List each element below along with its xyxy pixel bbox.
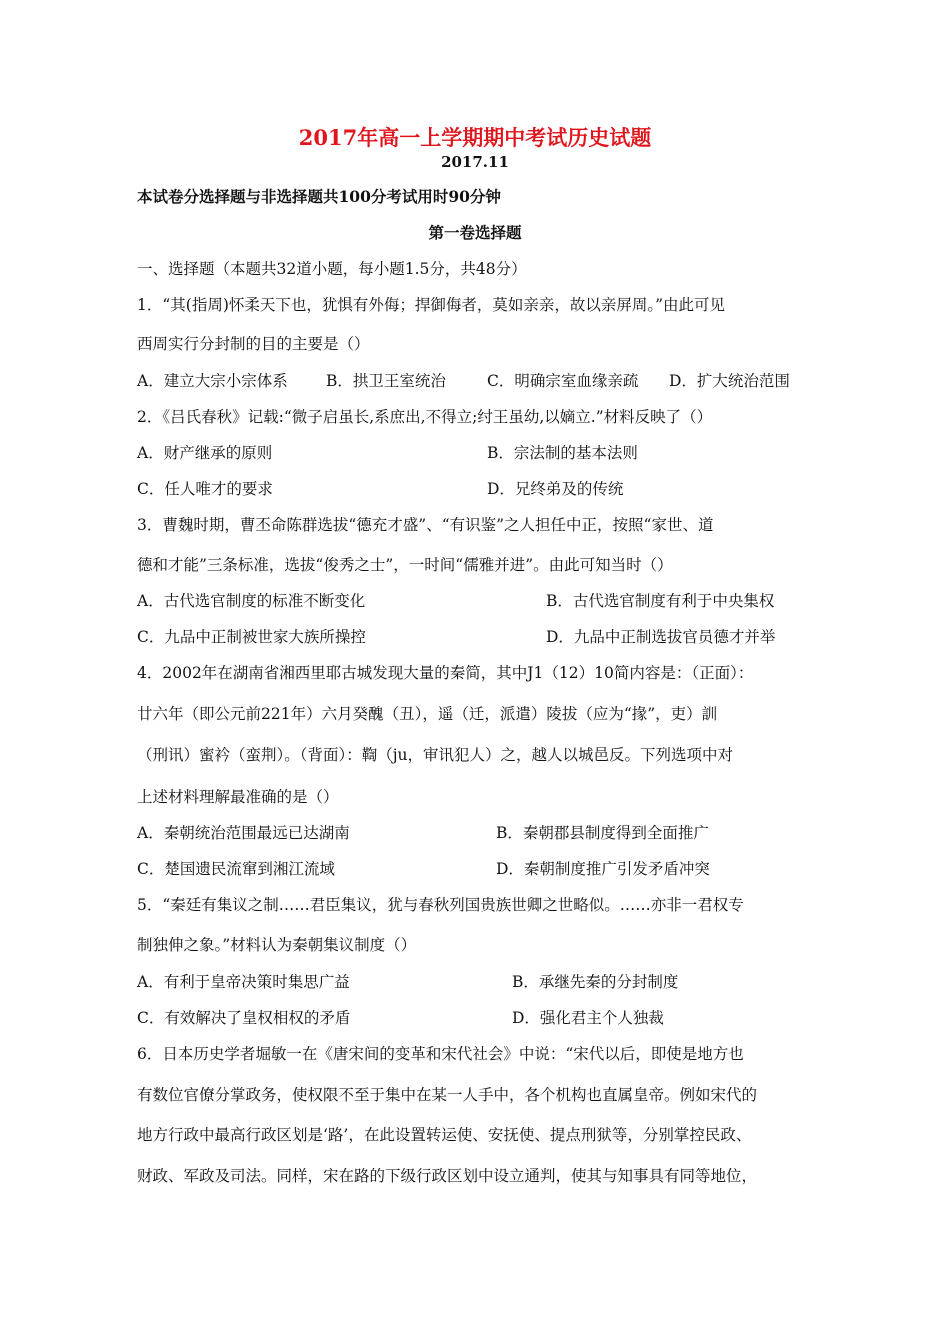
question-1-option-b: B．拱卫王室统治 xyxy=(326,372,446,390)
question-4-option-c: C．楚国遗民流窜到湘江流域 xyxy=(137,860,335,878)
question-3-option-a: A．古代选官制度的标准不断变化 xyxy=(137,592,366,610)
question-4-line-3: （刑讯）蜜衿（蛮荆）。（背面）：鞫（ju，审讯犯人）之，越人以城邑反。下列选项中对 xyxy=(137,746,734,764)
question-1-option-d: D．扩大统治范围 xyxy=(669,372,790,390)
question-5-option-d: D．强化君主个人独裁 xyxy=(512,1009,664,1027)
question-4-line-4: 上述材料理解最准确的是（） xyxy=(137,788,339,806)
question-4-line-1: 4．2002年在湖南省湘西里耶古城发现大量的秦简，其中J1（12）10简内容是：（正面）： xyxy=(137,664,754,682)
question-6-line-4: 财政、军政及司法。同样，宋在路的下级行政区划中设立通判，使其与知事具有同等地位， xyxy=(137,1167,758,1185)
exam-intro: 本试卷分选择题与非选择题共100分考试用时90分钟 xyxy=(137,187,501,206)
exam-date: 2017.11 xyxy=(441,153,509,171)
question-2-option-a: A．财产继承的原则 xyxy=(137,444,273,462)
question-2-line-1: 2．《吕氏春秋》记载:“微子启虽长,系庶出,不得立;纣王虽幼,以嫡立.”材料反映了（） xyxy=(137,408,713,426)
question-1-line-1: 1．“其(指周)怀柔天下也，犹惧有外侮；捍御侮者，莫如亲亲，故以亲屏周。”由此可见 xyxy=(137,296,726,314)
question-2-option-c: C．任人唯才的要求 xyxy=(137,480,273,498)
question-3-line-1: 3．曹魏时期，曹丕命陈群选拔“德充才盛”、“有识鉴”之人担任中正，按照“家世、道 xyxy=(137,516,714,534)
question-3-option-c: C．九品中正制被世家大族所操控 xyxy=(137,628,366,646)
question-5-option-c: C．有效解决了皇权相权的矛盾 xyxy=(137,1009,351,1027)
question-2-option-b: B．宗法制的基本法则 xyxy=(487,444,638,462)
question-5-line-2: 制独伸之象。”材料认为秦朝集议制度（） xyxy=(137,936,417,954)
question-5-line-1: 5．“秦廷有集议之制……君臣集议，犹与春秋列国贵族世卿之世略似。……亦非一君权专 xyxy=(137,896,744,914)
part-heading: 一、选择题（本题共32道小题，每小题1.5分，共48分） xyxy=(137,260,527,278)
question-1-line-2: 西周实行分封制的目的主要是（） xyxy=(137,335,370,353)
question-6-line-1: 6．日本历史学者堀敏一在《唐宋间的变革和宋代社会》中说：“宋代以后，即使是地方也 xyxy=(137,1045,744,1063)
question-5-option-a: A．有利于皇帝决策时集思广益 xyxy=(137,973,350,991)
question-4-option-b: B．秦朝郡县制度得到全面推广 xyxy=(496,824,709,842)
question-1-option-c: C．明确宗室血缘亲疏 xyxy=(487,372,639,390)
question-1-option-a: A．建立大宗小宗体系 xyxy=(137,372,288,390)
question-3-option-d: D．九品中正制选拔官员德才并举 xyxy=(546,628,776,646)
question-5-option-b: B．承继先秦的分封制度 xyxy=(512,973,679,991)
question-3-option-b: B．古代选官制度有利于中央集权 xyxy=(546,592,775,610)
question-2-option-d: D．兄终弟及的传统 xyxy=(487,480,624,498)
question-6-line-3: 地方行政中最高行政区划是‘路’，在此设置转运使、安抚使、提点刑狱等，分别掌控民政、 xyxy=(137,1126,752,1144)
exam-title: 2017年高一上学期期中考试历史试题 xyxy=(298,125,652,150)
question-4-option-d: D．秦朝制度推广引发矛盾冲突 xyxy=(496,860,710,878)
question-6-line-2: 有数位官僚分掌政务，使权限不至于集中在某一人手中，各个机构也直属皇帝。例如宋代的 xyxy=(137,1086,758,1104)
section-heading: 第一卷选择题 xyxy=(428,223,522,242)
question-4-option-a: A．秦朝统治范围最远已达湖南 xyxy=(137,824,350,842)
question-4-line-2: 廿六年（即公元前221年）六月癸醜（丑），遥（迁，派遣）陵拔（应为“掾”，吏）訓 xyxy=(137,705,718,723)
question-3-line-2: 德和才能”三条标准，选拔“俊秀之士”，一时间“儒雅并进”。由此可知当时（） xyxy=(137,556,673,574)
